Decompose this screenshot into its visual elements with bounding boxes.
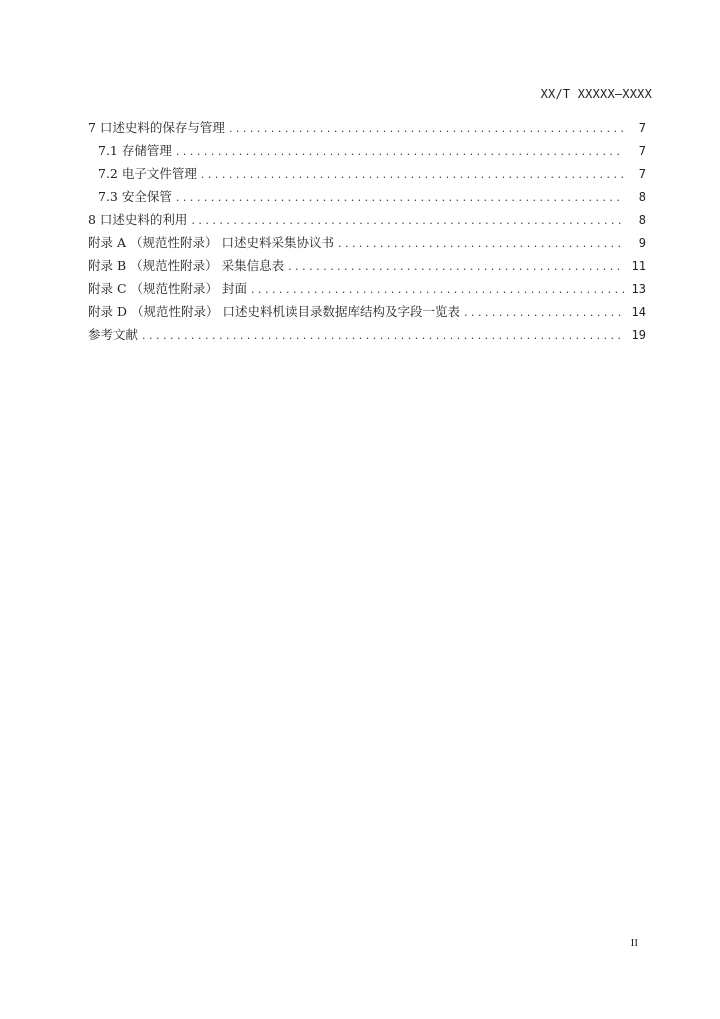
- toc-entry[interactable]: [88, 300, 646, 323]
- toc-entry-title: 7.1 存储管理: [98, 143, 172, 158]
- toc-entry-page: 14: [631, 305, 646, 319]
- toc-entry-page: 8: [638, 213, 646, 227]
- toc-entry[interactable]: [88, 323, 646, 346]
- toc-leader-dots: [288, 255, 624, 278]
- toc-leader-dots: [191, 209, 624, 232]
- toc-entry-page: 19: [631, 328, 646, 342]
- toc-entry-title: 参考文献: [88, 327, 139, 342]
- toc-entry[interactable]: [88, 277, 646, 300]
- toc-entry-title: 7.3 安全保管: [98, 189, 172, 204]
- page-number: II: [630, 937, 638, 949]
- toc-entry-page: 9: [638, 236, 646, 250]
- toc-leader-dots: [251, 278, 624, 301]
- standard-code-header: XX/T XXXXX—XXXX: [540, 87, 652, 101]
- toc-entry-title: 附录 B （规范性附录） 采集信息表: [88, 258, 285, 273]
- toc-leader-dots: [176, 140, 624, 163]
- toc-entry[interactable]: [88, 208, 646, 231]
- toc-entry-title: 8 口述史料的利用: [88, 212, 188, 227]
- toc-entry-page: 13: [631, 282, 646, 296]
- toc-leader-dots: [464, 301, 624, 324]
- toc-entry-title: 附录 D （规范性附录） 口述史料机读目录数据库结构及字段一览表: [88, 304, 460, 319]
- toc-entry-page: 8: [638, 190, 646, 204]
- toc-entry[interactable]: [88, 231, 646, 254]
- toc-entry-page: 7: [638, 144, 646, 158]
- toc-leader-dots: [338, 232, 624, 255]
- toc-leader-dots: [176, 186, 624, 209]
- toc-leader-dots: [229, 117, 624, 140]
- toc-leader-dots: [201, 163, 624, 186]
- toc-leader-dots: [142, 324, 624, 347]
- toc-entry-page: 7: [638, 167, 646, 181]
- toc-entry-title: 7.2 电子文件管理: [98, 166, 197, 181]
- toc-entry-title: 7 口述史料的保存与管理: [88, 120, 225, 135]
- toc-entry[interactable]: [88, 139, 646, 162]
- table-of-contents: [88, 116, 646, 346]
- toc-entry[interactable]: [88, 162, 646, 185]
- toc-entry[interactable]: [88, 185, 646, 208]
- toc-entry-title: 附录 C （规范性附录） 封面: [88, 281, 247, 296]
- toc-entry-page: 7: [638, 121, 646, 135]
- toc-entry[interactable]: [88, 254, 646, 277]
- toc-entry-page: 11: [631, 259, 646, 273]
- toc-entry[interactable]: [88, 116, 646, 139]
- toc-entry-title: 附录 A （规范性附录） 口述史料采集协议书: [88, 235, 334, 250]
